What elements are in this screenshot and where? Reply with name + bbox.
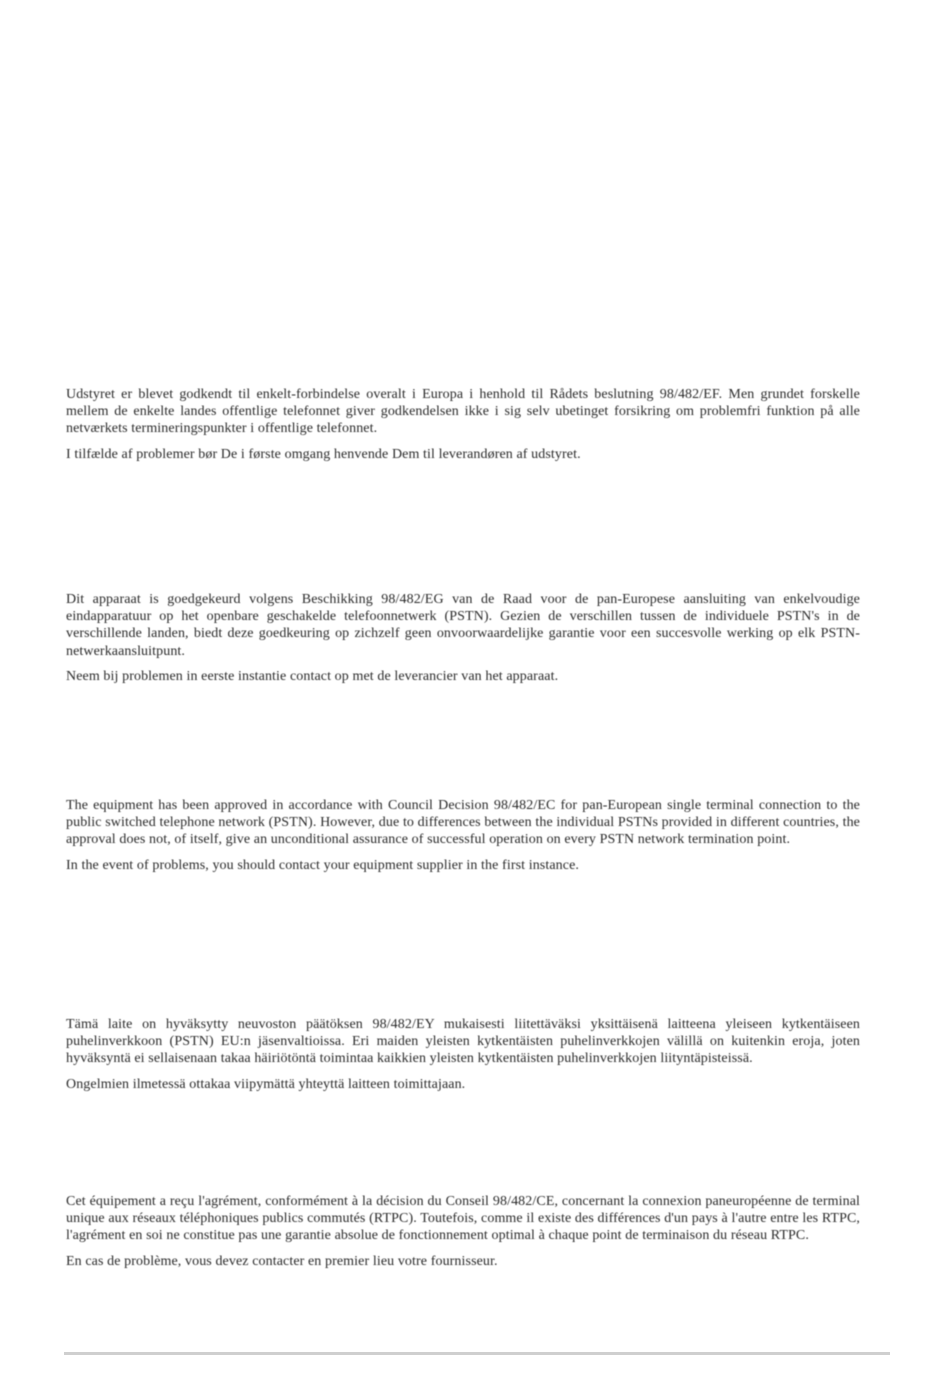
- notice-contact: Neem bij problemen in eerste instantie contact op met de leverancier van het apparaat.: [66, 668, 559, 684]
- notice-finnish: [66, 1016, 860, 1093]
- notice-contact: In the event of problems, you should contact your equipment supplier in the first instance.: [66, 857, 579, 873]
- notice-dutch: [66, 591, 860, 685]
- footer-divider: [64, 1352, 890, 1355]
- notice-body: Tämä laite on hyväksytty neuvoston päätöksen 98/482/EY mukaisesti liitettäväksi yksittäisenä laitteena yleiseen kytkentäiseen puhelinverkkoon (PSTN) EU:n jäsenvaltioissa. Eri maiden yleisten kytkentäisten puhelinverkkojen välillä on kuitenkin eroja, joten hyväksyntä ei sellaisenaan takaa häiriötöntä toimintaa kaikkien yleisten kytkentäisten puhelinverkkojen liityntäpisteissä.: [66, 1017, 860, 1067]
- notice-body: Udstyret er blevet godkendt til enkelt-forbindelse overalt i Europa i henhold til Rådets beslutning 98/482/EF. Men grundet forskelle mellem de enkelte landes offentlige telefonnet giver godkendelsen ikke i sig selv ubetinget forsikring om problemfri funktion på alle netværkets termineringspunkter i offentlige telefonnet.: [66, 387, 860, 437]
- notice-body: The equipment has been approved in accordance with Council Decision 98/482/EC for pan-European single terminal connection to the public switched telephone network (PSTN). However, due to differences between the individual PSTNs provided in different countries, the approval does not, of itself, give an unconditional assurance of successful operation on every PSTN network termination point.: [66, 798, 860, 848]
- notice-contact: I tilfælde af problemer bør De i første omgang henvende Dem til leverandøren af udstyret.: [66, 446, 581, 462]
- notice-danish: [66, 386, 860, 463]
- notice-contact: Ongelmien ilmetessä ottakaa viipymättä yhteyttä laitteen toimittajaan.: [66, 1076, 466, 1092]
- notice-english: [66, 797, 860, 874]
- notice-french: [66, 1193, 860, 1270]
- notice-body: Dit apparaat is goedgekeurd volgens Beschikking 98/482/EG van de Raad voor de pan-Europese aansluiting van enkelvoudige eindapparatuur op het openbare geschakelde telefoonnetwerk (PSTN). Gezien de verschillen tussen de individuele PSTN's in de verschillende landen, biedt deze goedkeuring op zichzelf geen onvoorwaardelijke garantie voor een succesvolle werking op elk PSTN-netwerkaansluitpunt.: [66, 592, 860, 659]
- notice-contact: En cas de problème, vous devez contacter en premier lieu votre fournisseur.: [66, 1253, 498, 1269]
- notice-body: Cet équipement a reçu l'agrément, conformément à la décision du Conseil 98/482/CE, concernant la connexion paneuropéenne de terminal unique aux réseaux téléphoniques publics commutés (RTPC). Toutefois, comme il existe des différences d'un pays à l'autre entre les RTPC, l'agrément en soi ne constitue pas une garantie absolue de fonctionnement optimal à chaque point de terminaison du réseau RTPC.: [66, 1194, 860, 1244]
